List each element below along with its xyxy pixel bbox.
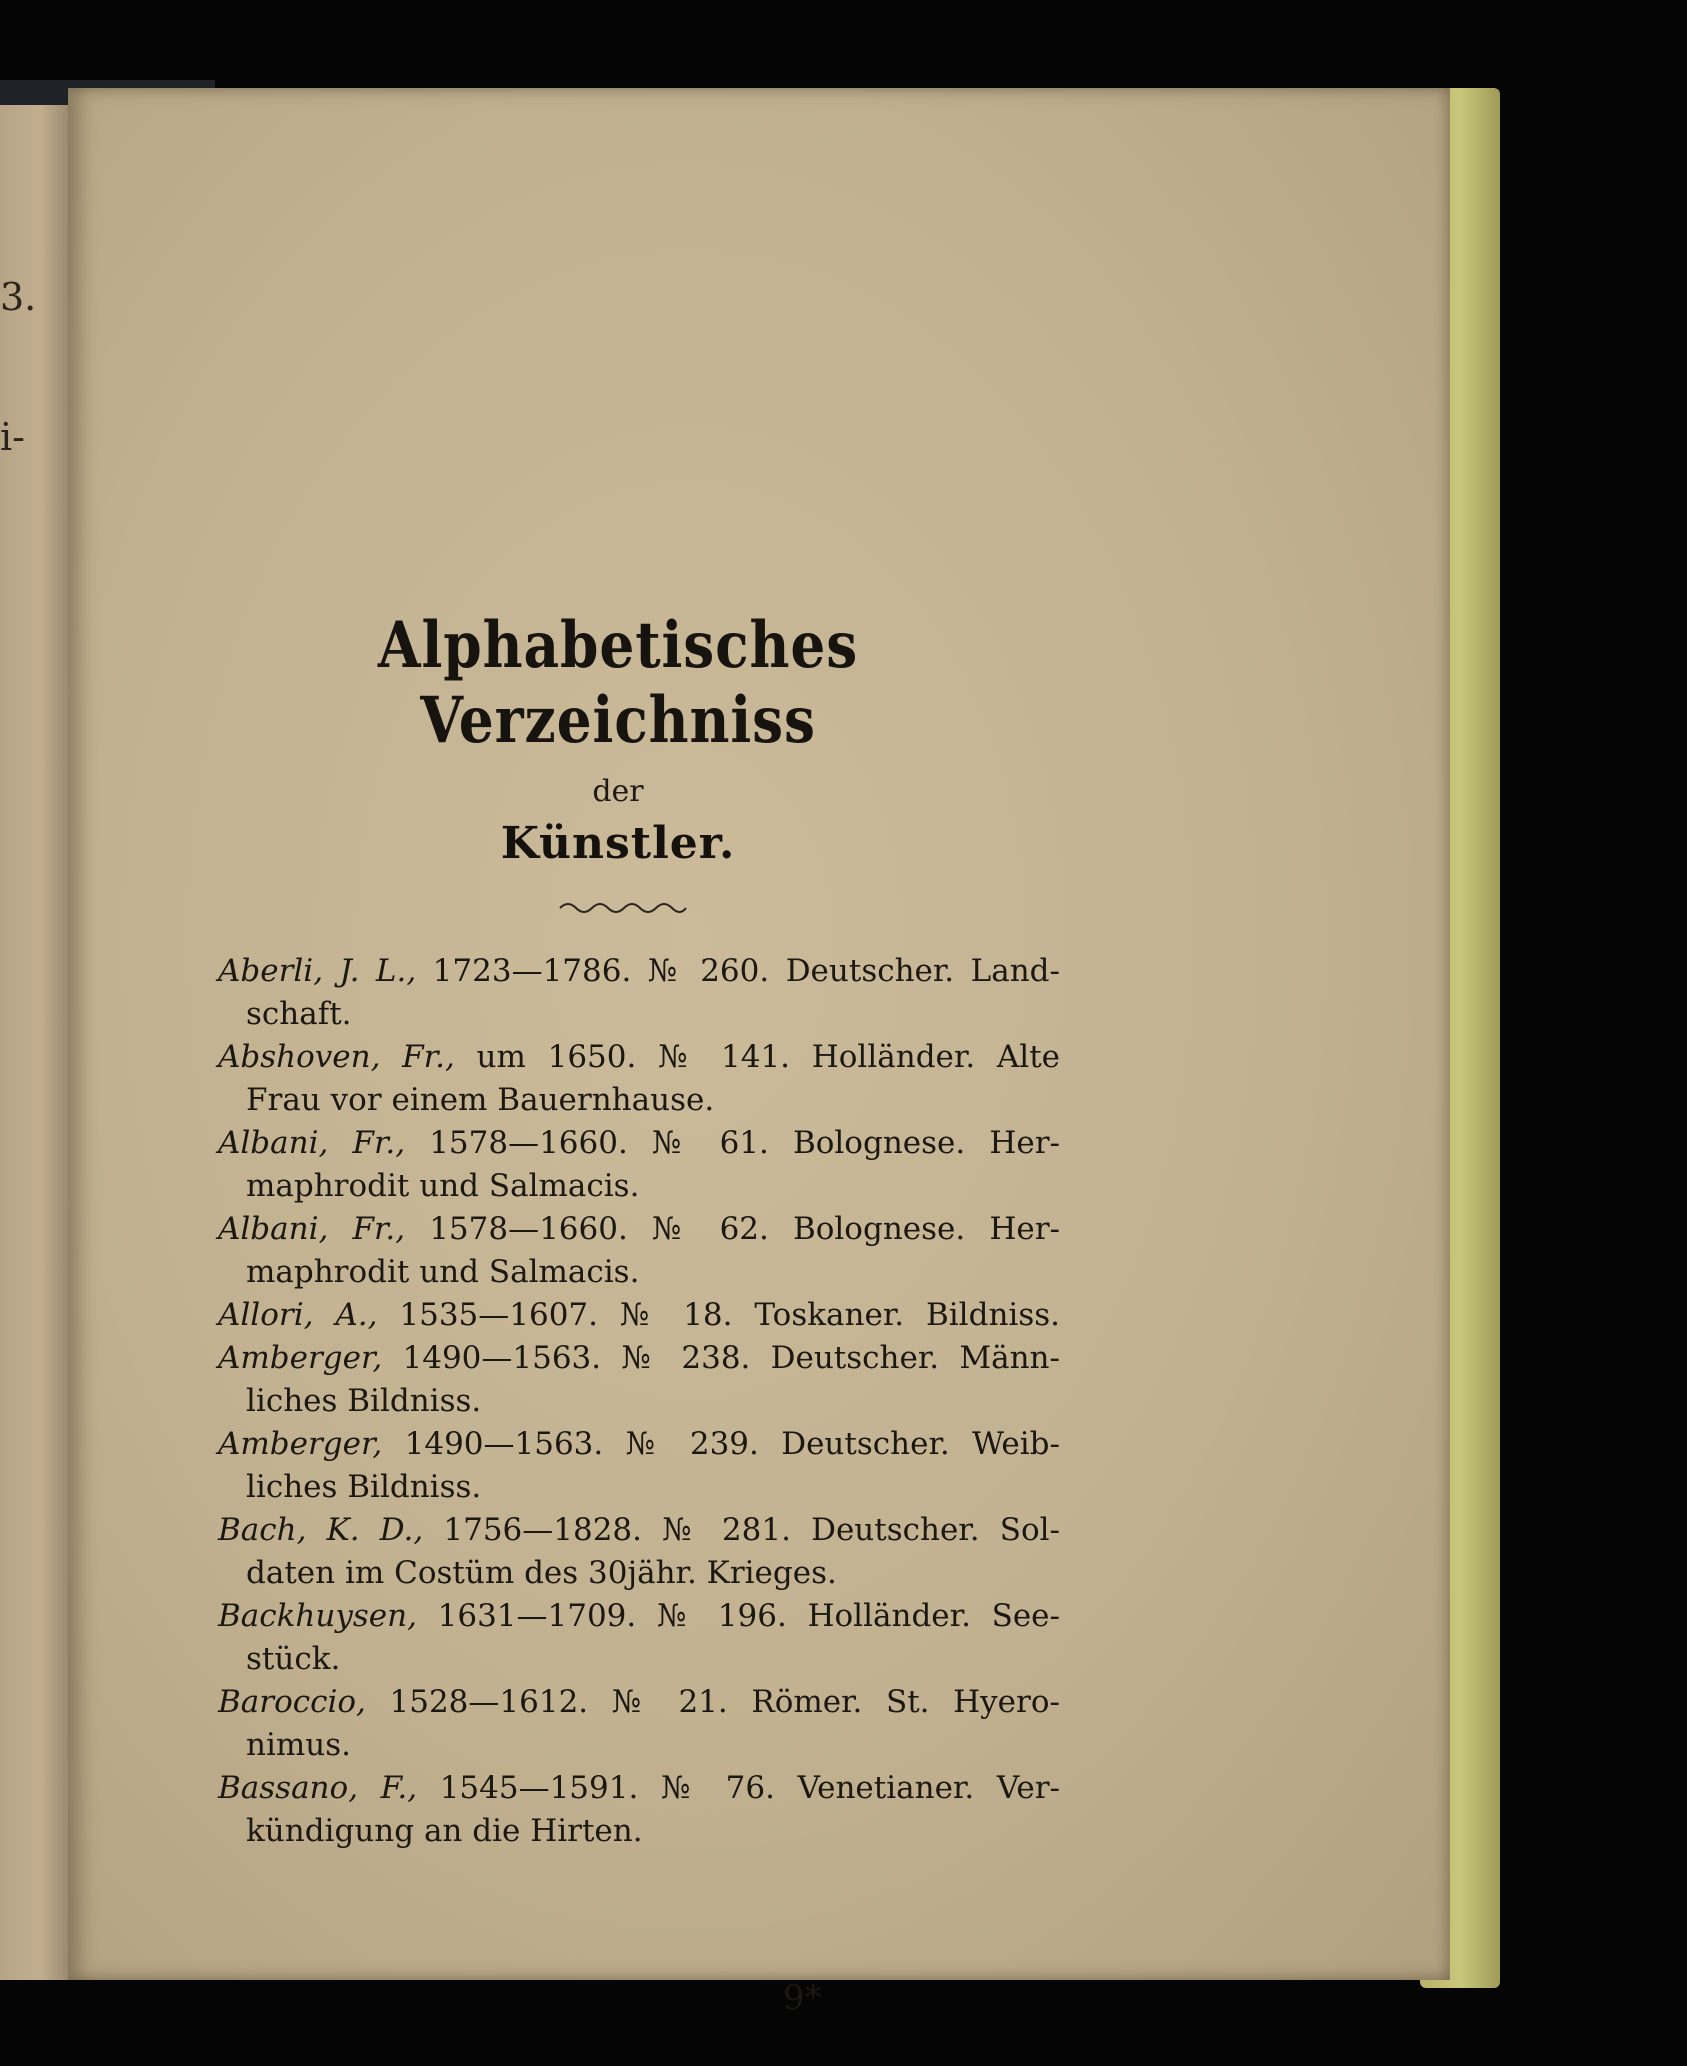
artist-name: Backhuysen, bbox=[218, 1598, 417, 1634]
entry-details: 1723—1786. № 260. Deutscher. Land- bbox=[432, 953, 1060, 989]
index-entry bbox=[218, 1122, 1060, 1208]
artist-name: Aberli, J. L., bbox=[218, 953, 417, 989]
index-entry bbox=[218, 1208, 1060, 1294]
entry-continuation: liches Bildniss. bbox=[246, 1383, 482, 1419]
entry-line bbox=[218, 950, 1060, 993]
entry-details: 1490—1563. № 238. Deutscher. Männ- bbox=[402, 1340, 1060, 1376]
entry-line bbox=[218, 1767, 1060, 1810]
entry-details: 1545—1591. № 76. Venetianer. Ver- bbox=[439, 1770, 1060, 1806]
entry-details: 1490—1563. № 239. Deutscher. Weib- bbox=[404, 1426, 1060, 1462]
entry-line bbox=[218, 1036, 1060, 1079]
index-entry bbox=[218, 1595, 1060, 1681]
entry-continuation: nimus. bbox=[246, 1727, 352, 1763]
entry-continuation: daten im Costüm des 30jähr. Krieges. bbox=[246, 1555, 837, 1591]
artist-name: Amberger, bbox=[218, 1426, 383, 1462]
entry-line bbox=[218, 1509, 1060, 1552]
entry-details: 1631—1709. № 196. Holländer. See- bbox=[437, 1598, 1061, 1634]
left-page-fragment: i- bbox=[0, 415, 25, 459]
index-entry bbox=[218, 1681, 1060, 1767]
index-entry bbox=[218, 1036, 1060, 1122]
page-title: Alphabetisches Verzeichniss bbox=[377, 608, 859, 758]
page-number: 9* bbox=[783, 1978, 822, 2018]
index-entry bbox=[218, 1767, 1060, 1853]
index-entry bbox=[218, 1337, 1060, 1423]
entry-details: 1535—1607. № 18. Toskaner. Bildniss. bbox=[399, 1297, 1060, 1333]
entry-line bbox=[218, 1294, 1060, 1337]
entry-continuation: stück. bbox=[246, 1641, 341, 1677]
wavy-ornament-icon bbox=[558, 896, 688, 918]
entry-details: um 1650. № 141. Holländer. Alte bbox=[476, 1039, 1060, 1075]
artist-name: Albani, Fr., bbox=[218, 1125, 406, 1161]
entry-line bbox=[218, 1122, 1060, 1165]
page-subtitle: der bbox=[592, 774, 644, 809]
entry-continuation: schaft. bbox=[246, 996, 352, 1032]
artist-name: Baroccio, bbox=[218, 1684, 366, 1720]
index-entry bbox=[218, 950, 1060, 1036]
entry-continuation: liches Bildniss. bbox=[246, 1469, 482, 1505]
entry-line bbox=[218, 1681, 1060, 1724]
left-page-fragment: 3. bbox=[0, 275, 37, 319]
entry-line bbox=[218, 1208, 1060, 1251]
artist-name: Bassano, F., bbox=[218, 1770, 418, 1806]
section-heading: Künstler. bbox=[500, 818, 736, 869]
artist-name: Albani, Fr., bbox=[218, 1211, 406, 1247]
book-page bbox=[68, 88, 1450, 2018]
entry-details: 1578—1660. № 61. Bolognese. Her- bbox=[429, 1125, 1060, 1161]
entry-continuation: maphrodit und Salmacis. bbox=[246, 1168, 640, 1204]
index-entry bbox=[218, 1423, 1060, 1509]
entry-line bbox=[218, 1423, 1060, 1466]
index-entry bbox=[218, 1509, 1060, 1595]
artist-name: Bach, K. D., bbox=[218, 1512, 424, 1548]
artist-name: Amberger, bbox=[218, 1340, 383, 1376]
entry-continuation: kündigung an die Hirten. bbox=[246, 1813, 643, 1849]
entry-continuation: maphrodit und Salmacis. bbox=[246, 1254, 640, 1290]
entry-details: 1528—1612. № 21. Römer. St. Hyero- bbox=[389, 1684, 1060, 1720]
entry-details: 1756—1828. № 281. Deutscher. Sol- bbox=[443, 1512, 1061, 1548]
entry-line bbox=[218, 1337, 1060, 1380]
entry-continuation: Frau vor einem Bauernhause. bbox=[246, 1082, 715, 1118]
index-entry bbox=[218, 1294, 1060, 1337]
entry-line bbox=[218, 1595, 1060, 1638]
entry-details: 1578—1660. № 62. Bolognese. Her- bbox=[429, 1211, 1060, 1247]
artist-index-list bbox=[218, 950, 1060, 1853]
artist-name: Abshoven, Fr., bbox=[218, 1039, 455, 1075]
previous-page-edge bbox=[0, 105, 71, 1980]
artist-name: Allori, A., bbox=[218, 1297, 378, 1333]
